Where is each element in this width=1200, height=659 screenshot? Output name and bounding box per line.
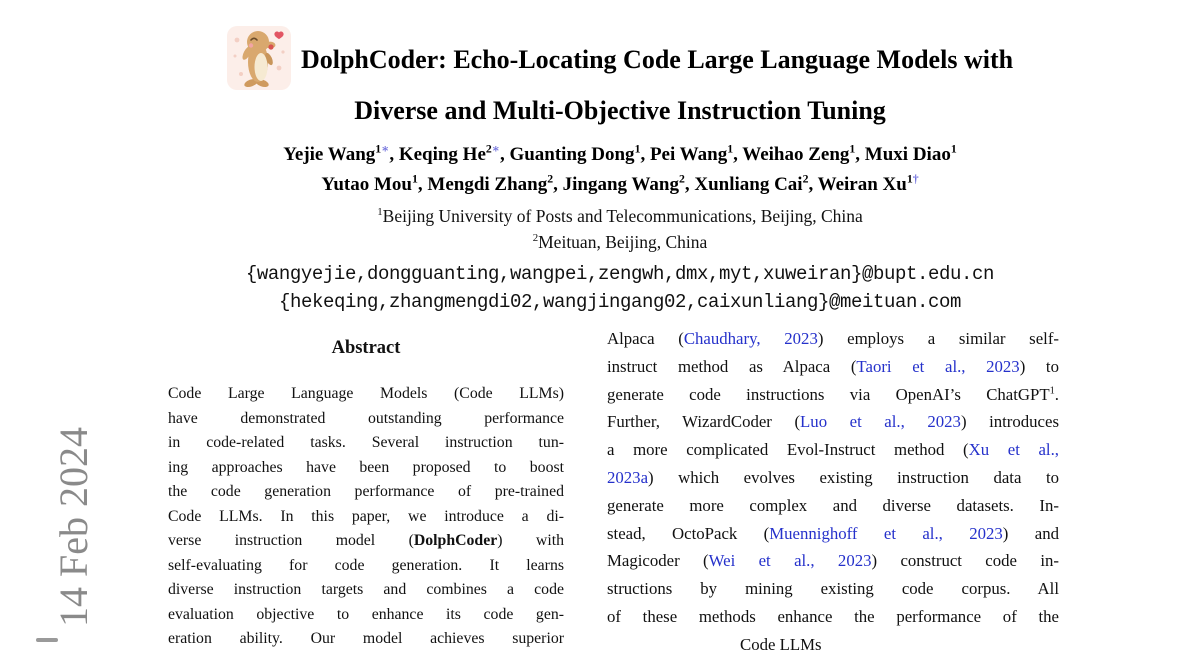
citation-link[interactable]: Muennighoff et al., 2023 xyxy=(769,523,1003,543)
affiliation-line-2 xyxy=(158,229,1082,255)
intro-partial-line: Code LLMs xyxy=(740,634,822,654)
text-run: of these methods enhance the performance of the xyxy=(607,606,1059,626)
text-run: eration ability. Our model achieves superior xyxy=(168,630,564,647)
text-run: , Muxi Diao xyxy=(855,144,951,165)
citation-link[interactable]: Chaudhary, 2023 xyxy=(683,329,818,348)
text-line xyxy=(168,554,564,579)
text-line xyxy=(607,547,1059,575)
text-run: , Weihao Zeng xyxy=(733,144,850,165)
text-run: in code-related tasks. Several instruction tun- xyxy=(168,434,564,451)
email-block xyxy=(158,260,1082,316)
text-run: verse instruction model ( xyxy=(168,532,414,549)
text-line xyxy=(168,529,564,554)
text-run: ) construct code in- xyxy=(871,551,1059,571)
text-run: evaluation objective to enhance its code gen- xyxy=(168,605,564,623)
text-run: Code Large Language Models (Code LLMs) xyxy=(168,385,564,402)
text-run: Magicoder ( xyxy=(607,551,709,571)
text-run: Further, WizardCoder ( xyxy=(607,412,801,432)
text-run: Yejie Wang xyxy=(283,144,376,165)
text-line xyxy=(168,480,564,505)
superscript-marker: ∗ xyxy=(491,142,500,156)
title-line2: Diverse and Multi-Objective Instruction Tuning xyxy=(354,96,886,125)
title-line1: DolphCoder: Echo-Locating Code Large Language Models with xyxy=(300,45,1014,74)
superscript-marker: 1 xyxy=(906,172,913,186)
text-run: Yutao Mou xyxy=(321,174,412,195)
text-run: ) which evolves existing instruction data to xyxy=(648,467,1059,487)
text-line xyxy=(607,325,1059,353)
introduction-text xyxy=(607,325,1059,631)
text-run: , Keqing He xyxy=(389,144,486,165)
text-line xyxy=(607,575,1059,603)
text-run: , Xunliang Cai xyxy=(684,174,803,195)
text-run: , Weiran Xu xyxy=(808,174,907,195)
text-run: , Guanting Dong xyxy=(499,144,635,165)
superscript-marker: 2 xyxy=(532,232,539,245)
abstract-section xyxy=(155,336,577,652)
text-run: the code generation performance of pre-trained xyxy=(168,483,564,500)
text-run: ) with xyxy=(497,532,564,549)
text-line xyxy=(168,407,564,432)
text-line xyxy=(607,603,1059,631)
text-line xyxy=(168,505,564,530)
author-block xyxy=(158,140,1082,200)
introduction-column xyxy=(607,325,1059,659)
abstract-text xyxy=(155,382,577,652)
text-run: a more complicated Evol-Instruct method ( xyxy=(607,440,969,460)
text-run: stead, OctoPack ( xyxy=(607,523,770,543)
citation-link[interactable]: Xu et al., xyxy=(968,440,1059,460)
superscript-marker: 1 xyxy=(950,142,957,156)
text-run: , Pei Wang xyxy=(640,144,728,165)
superscript-marker: † xyxy=(912,172,919,186)
superscript-marker: 1 xyxy=(727,142,734,156)
author-line-1 xyxy=(158,140,1082,170)
superscript-marker: 2 xyxy=(547,172,554,186)
text-run: have demonstrated outstanding performance xyxy=(168,409,564,427)
text-run: , Mengdi Zhang xyxy=(417,174,548,195)
abstract-heading: Abstract xyxy=(331,338,401,358)
text-run: ) and xyxy=(1002,523,1059,543)
text-line xyxy=(607,464,1059,492)
text-run: self-evaluating for code generation. It learns xyxy=(168,556,564,574)
author-line-2 xyxy=(158,170,1082,200)
text-run: DolphCoder xyxy=(413,532,498,549)
text-line xyxy=(168,382,564,407)
text-line xyxy=(607,492,1059,520)
arxiv-watermark-date: 14 Feb 2024 xyxy=(51,427,96,627)
text-run: , Jingang Wang xyxy=(553,174,679,195)
text-run: ) introduces xyxy=(960,412,1059,432)
text-line xyxy=(607,436,1059,464)
superscript-marker: 1 xyxy=(634,142,641,156)
superscript-marker: ∗ xyxy=(381,142,390,156)
text-run: Alpaca ( xyxy=(607,329,684,348)
superscript-marker: 1 xyxy=(849,142,856,156)
citation-link[interactable]: Luo et al., 2023 xyxy=(800,412,961,432)
text-run: generate more complex and diverse datasets. In- xyxy=(607,495,1059,515)
superscript-marker: 1 xyxy=(377,206,383,219)
dolphin-icon xyxy=(227,26,291,90)
superscript-marker: 1 xyxy=(375,142,382,156)
citation-link[interactable]: Taori et al., 2023 xyxy=(856,356,1020,376)
superscript-marker: 2 xyxy=(678,172,685,186)
text-run: . xyxy=(1054,384,1059,404)
text-run: Meituan, Beijing, China xyxy=(538,232,708,252)
watermark-bracket-fragment xyxy=(36,638,58,642)
affiliation-block xyxy=(158,203,1082,255)
text-run: diverse instruction targets and combines a code xyxy=(168,581,564,598)
text-line xyxy=(607,381,1059,409)
text-run: ) employs a similar self- xyxy=(817,329,1060,348)
text-run: Beijing University of Posts and Telecommunications, Beijing, China xyxy=(382,206,863,226)
text-run: ing approaches have been proposed to boost xyxy=(168,458,564,476)
paper-title xyxy=(158,26,1082,131)
superscript-marker: 1 xyxy=(412,172,418,186)
affiliation-line-1 xyxy=(158,203,1082,229)
text-line xyxy=(607,520,1059,548)
text-line xyxy=(168,456,564,481)
citation-link[interactable]: 2023a xyxy=(607,467,649,487)
superscript-marker: 2 xyxy=(485,142,492,156)
text-line xyxy=(168,431,564,456)
text-line xyxy=(168,578,564,603)
text-line xyxy=(168,603,564,628)
text-line xyxy=(607,353,1059,381)
text-line xyxy=(607,408,1059,436)
text-run: ) to xyxy=(1019,356,1059,376)
email-line-2: {hekeqing,zhangmengdi02,wangjingang02,caixunliang}@meituan.com xyxy=(278,291,962,313)
superscript-marker: 2 xyxy=(802,172,809,186)
email-line-1: {wangyejie,dongguanting,wangpei,zengwh,dmx,myt,xuweiran}@bupt.edu.cn xyxy=(245,263,995,285)
paper-header xyxy=(158,26,1082,316)
text-run: instruct method as Alpaca ( xyxy=(607,356,857,376)
text-run: generate code instructions via OpenAI’s ChatGPT xyxy=(607,384,1050,404)
text-run: Code LLMs. In this paper, we introduce a di- xyxy=(168,507,564,525)
text-run: structions by mining existing code corpus. All xyxy=(607,579,1059,599)
citation-link[interactable]: Wei et al., 2023 xyxy=(708,551,872,571)
superscript-marker: 1 xyxy=(1049,385,1055,396)
